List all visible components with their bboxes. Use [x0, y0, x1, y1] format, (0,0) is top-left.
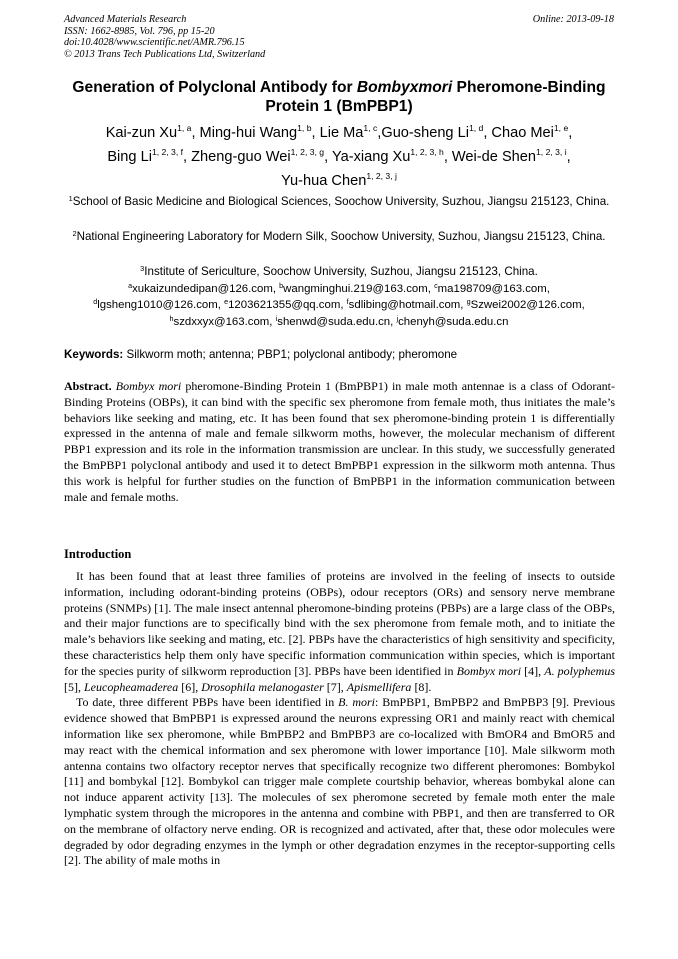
affiliation-1: $^1$School of Basic Medicine and Biological Sciences, Soochow University, Suzhou, Jiangsu 215123, China.: [68, 194, 610, 208]
email-item: $^b$wangminghui.219@163.com,: [279, 281, 435, 295]
email-item: $^g$Szwei2002@126.com,: [466, 297, 585, 312]
abstract-species: Bombyx mori: [115, 379, 182, 393]
author: Wei-de Shen$^{1, 2, 3, i}$,: [451, 147, 571, 165]
author: Kai-zun Xu$^{1, a}$,: [105, 123, 200, 141]
author: Ya-xiang Xu$^{1, 2, 3, h}$,: [331, 147, 452, 165]
keywords-label: Keywords:: [64, 348, 124, 361]
author: Lie Ma$^{1, c}$,: [319, 123, 382, 141]
introduction-heading: Introduction: [64, 547, 132, 561]
author: Bing Li$^{1, 2, 3, f}$,: [107, 147, 192, 165]
intro-paragraph-1: It has been found that at least three families of proteins are involved in the feeling of insects to outside information, including odorant-binding proteins (OBPs), odour receptors (ORs) and sensory nerve membrane proteins (SNMPs) [1]. The male insect antennal pheromone-binding proteins (PBPs) are a large class of the OBPs, and their major functions are to specifically bind with the sex pheromone from female moth, and to initiate the male’s behaviors like seeking and mating, etc. [2]. PBPs have the characteristics of high sensitivity and specificity, these characteristics help them only have specific information communication within species, which is important for the species purity of silkworm reproduction [3]. PBPs have been identified in Bombyx mori [4], A. polyphemus [5], Leucopheamaderea [6], Drosophila melanogaster [7], Apismellifera [8].: [64, 569, 616, 694]
online-date: Online: 2013-09-18: [532, 14, 614, 25]
journal-copyright: © 2013 Trans Tech Publications Ltd, Switzerland: [64, 48, 266, 60]
email-item: $^f$sdlibing@hotmail.com,: [346, 297, 467, 312]
title-part2: Pheromone-Binding Protein 1 (BmPBP1): [265, 79, 606, 115]
email-list: [58, 281, 620, 330]
abstract-text: pheromone-Binding Protein 1 (BmPBP1) in male moth antennae is a class of Odorant-Binding Proteins (OBPs), it can bind with the specific sex pheromone from female moth, thus initiates the male’s behaviors like seeking and mating, etc. It has been found that sex pheromone-binding protein 1 is differentially expressed in the antenna of male and female silkworm moths, however, the molecular mechanism of different PBP1 expression and its role in the information transmission are unclear. In this study, we successfully generated the BmPBP1 polyclonal antibody and used it to detect BmPBP1 expression in the silkworm moth antenna. Thus this work is helpful for further studies on the function of BmPBP1 in the information communication between male and female moths.: [64, 379, 615, 504]
author: Chao Mei$^{1, e}$,: [491, 123, 573, 141]
journal-doi: doi:10.4028/www.scientific.net/AMR.796.15: [64, 37, 245, 49]
author: Yu-hua Chen$^{1, 2, 3, j}$: [281, 171, 397, 189]
email-item: $^h$szdxxyx@163.com,: [169, 313, 276, 328]
introduction-body: [64, 569, 615, 869]
journal-name: Advanced Materials Research: [64, 14, 187, 25]
abstract: [64, 379, 615, 505]
intro-paragraph-2: To date, three different PBPs have been identified in B. mori: BmPBP1, BmPBP2 and BmPBP3 [9]. Previous evidence showed that BmPBP1 is expressed around the neurons expressing OR1 and mainly react with chemical information like sex pheromone, while BmPBP2 and BmPBP3 are co-localized with BmOR4 and BmOR5 and may react with the chemical information and sex pheromone with lower importance [10]. Male silkworm moth antenna contains two olfactory receptor nerves that specifically recognize two different pheromones: Bombykol [11] and bombykal [12]. Bombykol can trigger male complete courtship behavior, whereas bombykal alone can not induce apparent activity [13]. The molecules of sex pheromone secreted by female moth enter the male lymphatic system through the micropores in the antenna and combine with PBP1, and then are transferred to OR on the membrane of olfactory nerve ending. OR is recognized and activated, after that, these odor molecules were degraded by odor degrading enzymes in the lymph or other degradation enzymes in the receptor-supporting cells [2]. The ability of male moths in: [64, 695, 615, 868]
email-item: $^i$shenwd@suda.edu.cn,: [275, 313, 397, 328]
email-item: $^j$chenyh@suda.edu.cn: [396, 313, 509, 328]
abstract-label: Abstract.: [64, 379, 112, 393]
title-species: Bombyxmori: [356, 79, 453, 96]
email-item: $^c$ma198709@163.com,: [434, 281, 550, 295]
email-item: $^e$1203621355@qq.com,: [224, 297, 347, 312]
journal-header: [64, 14, 265, 60]
title-part1: Generation of Polyclonal Antibody for: [72, 79, 357, 96]
email-item: $^a$xukaizundedipan@126.com,: [128, 281, 280, 295]
author: Guo-sheng Li$^{1, d}$,: [381, 123, 492, 141]
email-item: $^d$lgsheng1010@126.com,: [93, 297, 225, 312]
author: Ming-hui Wang$^{1, b}$,: [199, 123, 320, 141]
keywords: [64, 348, 616, 361]
author: Zheng-guo Wei$^{1, 2, 3, g}$,: [191, 147, 332, 165]
affiliation-3: $^3$Institute of Sericulture, Soochow University, Suzhou, Jiangsu 215123, China.: [140, 264, 538, 278]
keywords-text: Silkworm moth; antenna; PBP1; polyclonal antibody; pheromone: [123, 348, 458, 361]
affiliation-2: $^2$National Engineering Laboratory for Modern Silk, Soochow University, Suzhou, Jiangsu 215123, China.: [72, 229, 606, 243]
journal-issn: ISSN: 1662-8985, Vol. 796, pp 15-20: [64, 25, 215, 37]
author-list: [58, 121, 620, 193]
paper-title: [58, 79, 620, 116]
